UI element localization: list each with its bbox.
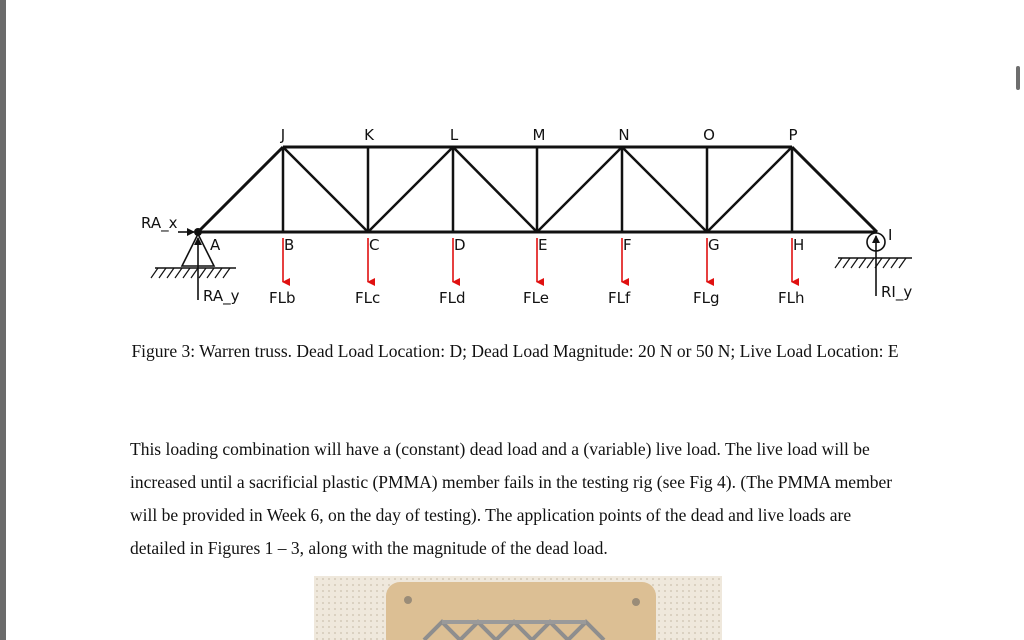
node-label-P: P xyxy=(788,126,798,144)
node-label-I: I xyxy=(888,226,893,244)
ground-hatch-A xyxy=(151,268,230,278)
node-label-G: G xyxy=(708,236,720,254)
node-label-J: J xyxy=(280,126,286,144)
load-label-g: FLg xyxy=(693,289,720,307)
load-label-f: FLf xyxy=(608,289,631,307)
member-LE xyxy=(453,147,537,232)
member-GP xyxy=(707,147,792,232)
node-label-C: C xyxy=(369,236,380,254)
member-CL xyxy=(368,147,453,232)
ground-hatch-I xyxy=(835,258,906,268)
photo-truss-model xyxy=(314,576,722,640)
node-label-N: N xyxy=(618,126,630,144)
node-label-L: L xyxy=(449,126,459,144)
load-label-h: FLh xyxy=(778,289,805,307)
load-label-c: FLc xyxy=(355,289,381,307)
reaction-label-I-y: RI_y xyxy=(881,283,913,301)
load-label-d: FLd xyxy=(439,289,466,307)
figure-caption: Figure 3: Warren truss. Dead Load Location: D; Dead Load Magnitude: 20 N or 50 N; Live Load Location: E xyxy=(131,341,899,361)
node-label-F: F xyxy=(623,236,632,254)
node-label-H: H xyxy=(793,236,805,254)
member-JC xyxy=(283,147,368,232)
node-label-A: A xyxy=(210,236,221,254)
body-paragraph: This loading combination will have a (constant) dead load and a (variable) live load. The live load will be increased until a sacrificial plastic (PMMA) member fails in the testing rig (see Fig 4). (The PMMA member will be provided in Week 6, on the day of testing). The application points of the dead and live loads are detailed in Figures 1 – 3, along with the magnitude of the dead load. xyxy=(130,439,893,558)
test-rig-photo xyxy=(314,576,722,640)
reaction-label-A-x: RA_x xyxy=(141,214,178,232)
load-label-b: FLb xyxy=(269,289,296,307)
node-label-M: M xyxy=(532,126,546,144)
reaction-label-A-y: RA_y xyxy=(203,287,240,305)
member-EN xyxy=(537,147,622,232)
member-AJ xyxy=(198,147,283,232)
member-PI xyxy=(792,147,877,232)
node-label-K: K xyxy=(364,126,374,144)
node-label-E: E xyxy=(538,236,548,254)
node-label-O: O xyxy=(703,126,715,144)
load-label-e: FLe xyxy=(523,289,549,307)
node-label-B: B xyxy=(284,236,295,254)
node-label-D: D xyxy=(454,236,466,254)
member-NG xyxy=(622,147,707,232)
